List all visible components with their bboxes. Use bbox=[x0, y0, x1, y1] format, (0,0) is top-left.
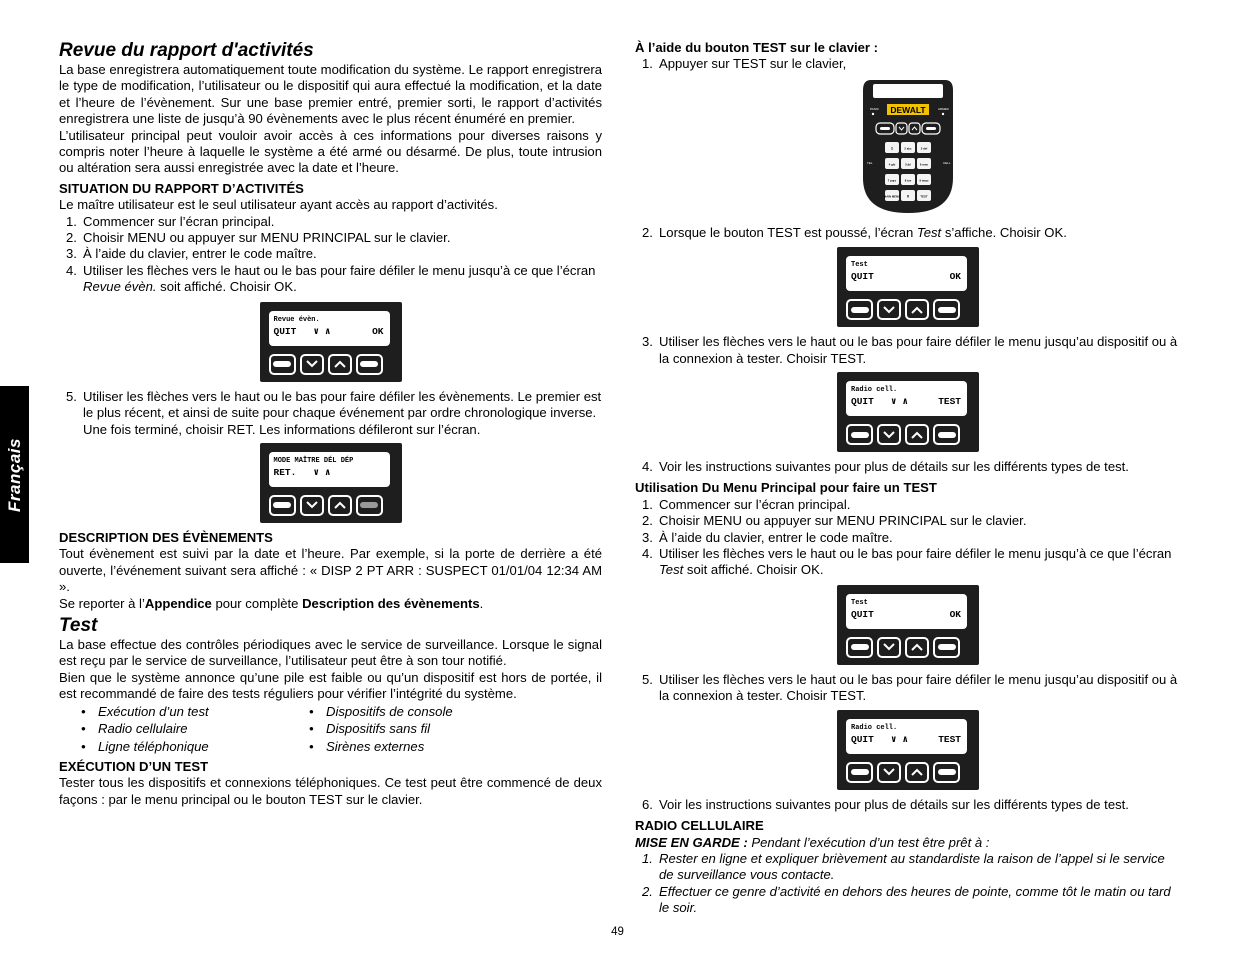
lcd-line-1: MODE MAÎTRE DÉL DÉP bbox=[273, 456, 354, 465]
screen-name: Revue évèn. bbox=[83, 279, 157, 295]
list-item: • Ligne téléphonique bbox=[81, 738, 309, 756]
test-paragraph-2: Bien que le système annonce qu’une pile est faible ou qu’un dispositif est hors de portée, il est recommandé de faire des tests réguliers pour vérifier l’intégrité du système. bbox=[59, 669, 602, 702]
chevron-up-icon bbox=[911, 768, 923, 776]
lcd-line-2-right: OK bbox=[372, 325, 384, 337]
step-number: 4. bbox=[642, 459, 653, 475]
keypad-key-label: 1 bbox=[890, 145, 894, 151]
step-number: 1. bbox=[642, 496, 653, 512]
section-title-test: Test bbox=[59, 614, 98, 636]
screen-name: Test bbox=[916, 224, 942, 240]
keypad-screen-figure bbox=[635, 710, 1181, 790]
step-number: 3. bbox=[642, 334, 653, 350]
list-item bbox=[635, 797, 1181, 813]
keypad-key-label: 0 bbox=[906, 193, 910, 199]
intro-paragraph-2: L’utilisateur principal peut vouloir avoir accès à ces informations pour diverses raisons y compris noter l’heure à laquelle le système a été armé ou désarmé. De plus, toute intrusion ou altération sera aussi enregistrée avec la date et l’heure. bbox=[59, 127, 602, 176]
step-text: Effectuer ce genre d’activité en dehors des heures de pointe, comme tôt le matin ou tard le soir. bbox=[659, 883, 1171, 916]
step-text-end: s’affiche. Choisir OK. bbox=[941, 224, 1067, 240]
list-item bbox=[635, 672, 1181, 705]
lcd-line-2-right: OK bbox=[949, 608, 961, 620]
step-text: Utiliser les flèches vers le haut ou le bas pour faire défiler les évènements. Le premier est le plus récent, et ainsi de suite pour chaque événement par ordre chronologique inverse. Une fois terminé, choisir RET. Les informations défileront sur l’écran. bbox=[83, 388, 602, 437]
step-text: Appuyer sur TEST sur le clavier, bbox=[659, 56, 847, 72]
list-item: • Exécution d’un test bbox=[81, 703, 309, 721]
step-number: 2. bbox=[642, 224, 653, 240]
step-text: Utiliser les flèches vers le haut ou le bas pour faire défiler le menu jusqu’au dispositif ou à la connexion à tester. Choisir TEST. bbox=[659, 334, 1178, 366]
test-paragraph-1: La base effectue des contrôles périodiques avec le service de surveillance. Lorsque le signal est reçu par le service de surveillance, l’utilisateur peut être à son tour notifié. bbox=[59, 636, 602, 669]
chevron-down-icon bbox=[883, 643, 895, 651]
lcd-line-2-left: RET. ∨ ∧ bbox=[273, 466, 331, 478]
lcd-line-2-right: OK bbox=[949, 271, 961, 283]
remote-keypad bbox=[861, 78, 955, 215]
down-arrow-button[interactable] bbox=[300, 354, 324, 375]
keypad-key-label: 9 wxyz bbox=[919, 178, 929, 183]
execution-text: Tester tous les dispositifs et connexions téléphoniques. Ce test peut être commencé de deux façons : par le menu principal ou le bouton TEST sur le clavier. bbox=[59, 775, 602, 807]
chevron-down-icon bbox=[306, 360, 318, 368]
tel-label: TEL bbox=[867, 160, 873, 165]
right-softkey-button[interactable] bbox=[933, 637, 960, 658]
step-text: Commencer sur l’écran principal. bbox=[659, 496, 851, 512]
list-item bbox=[635, 497, 1181, 513]
ref-text: Se reporter à l’ bbox=[59, 595, 145, 611]
activity-step-5 bbox=[59, 389, 602, 438]
lcd-line-2-left: QUIT ∨ ∧ bbox=[851, 733, 909, 745]
up-arrow-button[interactable] bbox=[905, 424, 929, 445]
remote-keypad-figure bbox=[635, 78, 1181, 215]
left-column bbox=[59, 40, 602, 808]
step-text: Utiliser les flèches vers le haut ou le bas pour faire défiler le menu jusqu’à ce que l’écran bbox=[659, 546, 1172, 562]
language-side-tab bbox=[0, 386, 29, 563]
right-softkey-button[interactable] bbox=[933, 299, 960, 320]
keypad-key-label: TEST bbox=[920, 194, 928, 199]
lcd-line-2-right: TEST bbox=[938, 733, 961, 745]
lcd-screen bbox=[269, 311, 390, 346]
down-arrow-button[interactable] bbox=[877, 637, 901, 658]
up-arrow-button[interactable] bbox=[328, 495, 352, 516]
up-arrow-button[interactable] bbox=[328, 354, 352, 375]
list-item bbox=[635, 546, 1181, 579]
step-text: À l’aide du clavier, entrer le code maître. bbox=[83, 246, 317, 262]
step-text: À l’aide du clavier, entrer le code maître. bbox=[659, 529, 893, 545]
keypad-display bbox=[837, 247, 979, 327]
step-number: 2. bbox=[642, 513, 653, 529]
list-item: • Radio cellulaire bbox=[81, 720, 309, 738]
keypad-display bbox=[837, 585, 979, 665]
list-item bbox=[635, 513, 1181, 529]
list-item: • Dispositifs sans fil bbox=[309, 720, 537, 738]
list-item bbox=[59, 246, 602, 262]
step-number: 4. bbox=[642, 546, 653, 562]
keypad-step-4 bbox=[635, 459, 1181, 475]
left-softkey-button[interactable] bbox=[269, 495, 296, 516]
left-softkey-button[interactable] bbox=[269, 354, 296, 375]
main-menu-steps-list bbox=[635, 497, 1181, 579]
keypad-display bbox=[260, 302, 402, 382]
list-item: • Sirènes externes bbox=[309, 738, 537, 756]
lcd-line-1: Test bbox=[851, 598, 868, 607]
lcd-line-2-right: TEST bbox=[938, 396, 961, 408]
step-text: Choisir MENU ou appuyer sur MENU PRINCIPAL sur le clavier. bbox=[83, 230, 451, 246]
down-arrow-button[interactable] bbox=[877, 424, 901, 445]
event-description-heading: DESCRIPTION DES ÉVÈNEMENTS bbox=[59, 529, 273, 545]
keypad-key-label: 8 tuv bbox=[904, 178, 912, 183]
keypad-key-label: 5 jkl bbox=[905, 162, 911, 167]
situation-heading: SITUATION DU RAPPORT D’ACTIVITÉS bbox=[59, 180, 304, 196]
keypad-display bbox=[260, 443, 402, 523]
step-number: 5. bbox=[642, 671, 653, 687]
down-arrow-button[interactable] bbox=[877, 299, 901, 320]
page-number: 49 bbox=[611, 926, 624, 938]
lcd-line-2-left: QUIT ∨ ∧ bbox=[851, 396, 909, 408]
keypad-key-label: MAIN MENU bbox=[883, 194, 901, 199]
keypad-screen-figure bbox=[635, 247, 1181, 327]
chevron-up-icon bbox=[334, 360, 346, 368]
lcd-line-2-left: QUIT bbox=[851, 271, 874, 283]
keypad-key-label: 2 abc bbox=[904, 146, 912, 151]
cellular-radio-heading: RADIO CELLULAIRE bbox=[635, 818, 764, 834]
step-text: Rester en ligne et expliquer brièvement au standardiste la raison de l’appel si le service de surveillance vous contacte. bbox=[659, 850, 1165, 883]
warning-line bbox=[635, 835, 1181, 851]
step-number: 1. bbox=[642, 56, 653, 72]
chevron-up-icon bbox=[911, 643, 923, 651]
keypad-screen-figure bbox=[59, 302, 602, 382]
up-arrow-button[interactable] bbox=[905, 299, 929, 320]
down-arrow-button[interactable] bbox=[300, 495, 324, 516]
warning-label: MISE EN GARDE : bbox=[635, 834, 748, 850]
chevron-down-icon bbox=[883, 306, 895, 314]
list-item bbox=[635, 225, 1181, 241]
keypad-key-label: 7 pqrs bbox=[887, 178, 897, 183]
lcd-line-1: Test bbox=[851, 261, 868, 270]
right-softkey-button[interactable] bbox=[356, 495, 383, 516]
up-arrow-button[interactable] bbox=[905, 637, 929, 658]
situation-text: Le maître utilisateur est le seul utilisateur ayant accès au rapport d’activités. bbox=[59, 197, 498, 213]
keypad-step-2 bbox=[635, 225, 1181, 241]
execution-heading: EXÉCUTION D’UN TEST bbox=[59, 759, 209, 775]
list-item bbox=[635, 530, 1181, 546]
left-softkey-button[interactable] bbox=[846, 299, 873, 320]
lcd-screen bbox=[846, 381, 967, 416]
list-item bbox=[59, 389, 602, 438]
keypad-screen-figure bbox=[635, 372, 1181, 452]
list-item bbox=[635, 459, 1181, 475]
keypad-step-3 bbox=[635, 334, 1181, 367]
chevron-up-icon bbox=[334, 501, 346, 509]
ref-event-descriptions: Description des évènements bbox=[302, 595, 480, 611]
lcd-line-1: Revue évèn. bbox=[273, 315, 320, 324]
step-number: 1. bbox=[642, 850, 653, 866]
test-types-list bbox=[59, 703, 602, 756]
step-number: 5. bbox=[66, 388, 77, 404]
panic-label: PANIC bbox=[870, 106, 879, 111]
down-arrow-button[interactable] bbox=[877, 762, 901, 783]
right-softkey-button[interactable] bbox=[933, 762, 960, 783]
step-number: 3. bbox=[642, 529, 653, 545]
list-item bbox=[635, 334, 1181, 367]
ref-text: pour complète bbox=[211, 595, 303, 611]
list-item: • Dispositifs de console bbox=[309, 703, 537, 721]
brand-logo: DEWALT bbox=[890, 104, 926, 115]
main-menu-step-6 bbox=[635, 797, 1181, 813]
main-menu-test-heading: Utilisation Du Menu Principal pour faire un TEST bbox=[635, 480, 937, 496]
left-softkey-button[interactable] bbox=[846, 762, 873, 783]
main-menu-step-5 bbox=[635, 672, 1181, 705]
ref-text: . bbox=[479, 595, 484, 611]
up-arrow-button[interactable] bbox=[905, 762, 929, 783]
keypad-key-label: 4 ghi bbox=[888, 162, 896, 167]
keypad-key-label: 3 def bbox=[920, 146, 928, 151]
keypad-display bbox=[837, 372, 979, 452]
keypad-test-heading: À l’aide du bouton TEST sur le clavier : bbox=[635, 40, 879, 55]
right-softkey-button[interactable] bbox=[933, 424, 960, 445]
step-text: Voir les instructions suivantes pour plus de détails sur les différents types de test. bbox=[659, 459, 1129, 475]
warning-text: Pendant l’exécution d’un test être prêt à : bbox=[747, 834, 990, 850]
step-text: Utiliser les flèches vers le haut ou le bas pour faire défiler le menu jusqu’au dispositif ou à la connexion à tester. Choisir TEST. bbox=[659, 671, 1178, 704]
keypad-step-1 bbox=[635, 56, 1181, 72]
left-softkey-button[interactable] bbox=[846, 424, 873, 445]
step-text-end: soit affiché. Choisir OK. bbox=[683, 562, 824, 578]
step-number: 4. bbox=[66, 262, 77, 278]
chevron-up-icon bbox=[911, 306, 923, 314]
step-text: Choisir MENU ou appuyer sur MENU PRINCIPAL sur le clavier. bbox=[659, 513, 1027, 529]
step-number: 2. bbox=[66, 230, 77, 246]
warning-steps-list bbox=[635, 851, 1181, 917]
list-item bbox=[635, 851, 1181, 884]
section-title-activity-report: Revue du rapport d'activités bbox=[59, 40, 314, 61]
keypad-screen-figure bbox=[59, 443, 602, 523]
lcd-line-2-left: QUIT ∨ ∧ bbox=[273, 325, 331, 337]
activity-steps-list bbox=[59, 214, 602, 296]
step-text: Commencer sur l’écran principal. bbox=[83, 213, 275, 229]
cell-label: CELL bbox=[943, 160, 951, 165]
chevron-down-icon bbox=[306, 501, 318, 509]
keypad-display bbox=[837, 710, 979, 790]
appendix-reference bbox=[59, 596, 602, 612]
keypad-screen-figure bbox=[635, 585, 1181, 665]
chevron-down-icon bbox=[883, 768, 895, 776]
side-tab-label: Français bbox=[4, 437, 24, 512]
list-item bbox=[59, 230, 602, 246]
lcd-line-1: Radio cell. bbox=[851, 386, 898, 395]
chevron-up-icon bbox=[911, 431, 923, 439]
step-number: 2. bbox=[642, 883, 653, 899]
left-softkey-button[interactable] bbox=[846, 637, 873, 658]
step-text: Utiliser les flèches vers le haut ou le bas pour faire défiler le menu jusqu’à ce que l’écran bbox=[83, 262, 596, 278]
lcd-screen bbox=[269, 452, 390, 487]
right-softkey-button[interactable] bbox=[356, 354, 383, 375]
step-number: 3. bbox=[66, 246, 77, 262]
event-description-text: Tout évènement est suivi par la date et l’heure. Par exemple, si la porte de derrière a été ouverte, l’événement suivant sera affiché : « DISP 2 PT ARR : SUSPECT 01/01/04 12:34 AM ». bbox=[59, 546, 602, 595]
lcd-screen bbox=[846, 594, 967, 629]
step-number: 6. bbox=[642, 796, 653, 812]
lcd-screen bbox=[846, 719, 967, 754]
lcd-screen bbox=[846, 256, 967, 291]
list-item bbox=[635, 884, 1181, 917]
step-number: 1. bbox=[66, 213, 77, 229]
step-text-end: soit affiché. Choisir OK. bbox=[156, 279, 297, 295]
keypad-key-label: 6 mno bbox=[919, 162, 929, 167]
step-text: Lorsque le bouton TEST est poussé, l’écran bbox=[659, 224, 917, 240]
intro-paragraph-1: La base enregistrera automatiquement toute modification du système. Le rapport enregistrera le type de modification, l’utilisateur ou le dispositif qui aura effectué la modification, et la date et l’heure de l’évènement. Sur une base premier entré, premier sorti, le rapport d’activités enregistrera une liste de jusqu’à 90 évènements avec le plus récent énuméré en premier. bbox=[59, 62, 602, 127]
lcd-line-1: Radio cell. bbox=[851, 723, 898, 732]
screen-name: Test bbox=[659, 562, 684, 578]
ref-appendix: Appendice bbox=[144, 595, 212, 611]
list-item bbox=[59, 263, 602, 296]
list-item bbox=[635, 56, 1181, 72]
list-item bbox=[59, 214, 602, 230]
lcd-line-2-left: QUIT bbox=[851, 608, 874, 620]
right-column bbox=[635, 40, 1181, 917]
step-text: Voir les instructions suivantes pour plus de détails sur les différents types de test. bbox=[659, 796, 1129, 812]
chevron-down-icon bbox=[883, 431, 895, 439]
armed-label: ARMED bbox=[938, 106, 949, 111]
